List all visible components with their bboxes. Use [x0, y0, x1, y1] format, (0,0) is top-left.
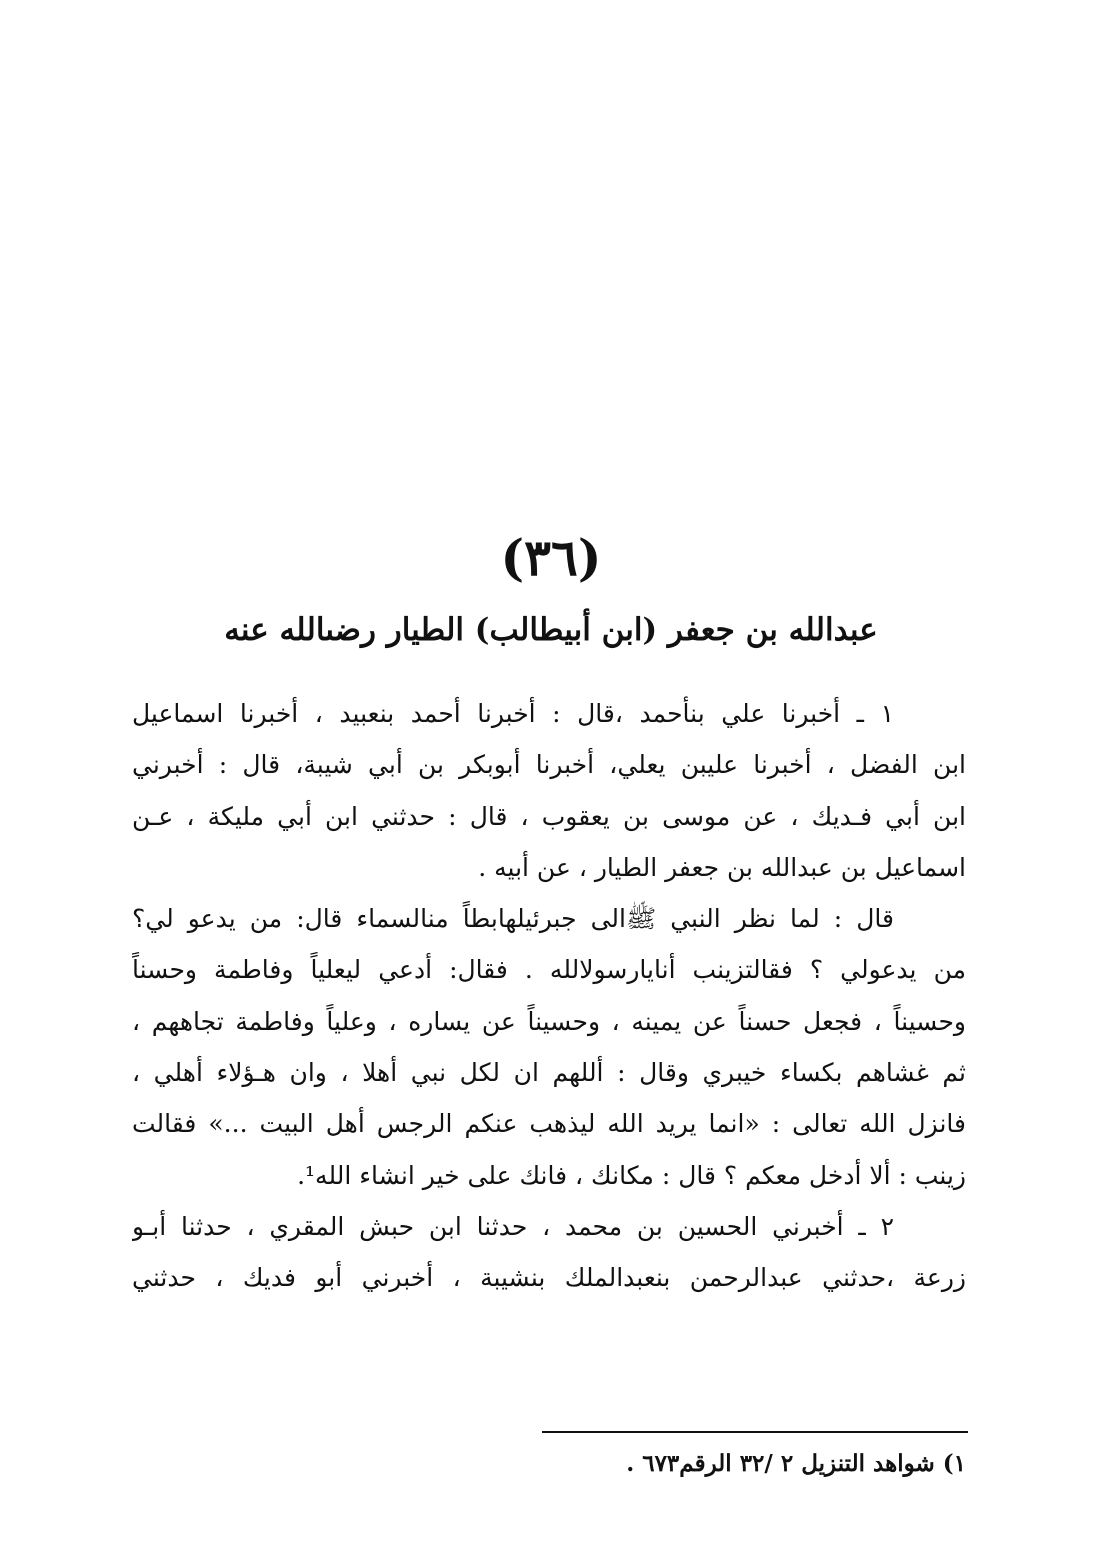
text-line: ٢ ـ أخبرني الحسين بن محمد ، حدثنا ابن حبش المقري ، حدثنا أبـو: [132, 1211, 894, 1241]
text-line: زرعة ،حدثني عبدالرحمن بنعبدالملك بنشيبة ، أخبرني أبو فديك ، حدثني: [132, 1263, 966, 1293]
text-line: وحسيناً ، فجعل حسناً عن يمينه ، وحسيناً عن يساره ، وعلياً وفاطمة تجاههم ،: [132, 1006, 966, 1036]
chapter-title: عبدالله بن جعفر (ابن أبيطالب) الطيار رضىالله عنه: [224, 612, 878, 648]
text-line: اسماعيل بن عبدالله بن جعفر الطيار ، عن أبيه .: [478, 852, 966, 882]
text-line: قال : لما نظر النبي ﷺالى جبرئيلهابطاً منالسماء قال: من يدعو لي؟: [132, 904, 894, 934]
text-line: ١ ـ أخبرنا علي بنأحمد ،قال : أخبرنا أحمد بنعبيد ، أخبرنا اسماعيل: [132, 699, 894, 728]
text-line: ثم غشاهم بكساء خيبري وقال : أللهم ان لكل نبي أهلا ، وان هـؤلاء أهلي ،: [132, 1058, 966, 1088]
chapter-number: (٣٦): [500, 528, 602, 587]
footnote-divider: [542, 1431, 968, 1433]
footnote: ١) شواهد التنزيل ٢ /٣٢ الرقم٦٧٣ .: [626, 1450, 966, 1477]
text-line: زينب : ألا أدخل معكم ؟ قال : مكانك ، فانك على خير انشاء الله¹.: [297, 1160, 966, 1190]
text-line: فانزل الله تعالى : «انما يريد الله ليذهب عنكم الرجس أهل البيت ...» فقالت: [132, 1109, 966, 1139]
text-line: ابن أبي فـديك ، عن موسى بن يعقوب ، قال : حدثني ابن أبي مليكة ، عـن: [132, 801, 966, 831]
body-text: [132, 688, 966, 1304]
text-line: من يدعولي ؟ فقالتزينب أنايارسولالله . فقال: أدعي ليعلياً وفاطمة وحسناً: [132, 955, 966, 985]
text-line: ابن الفضل ، أخبرنا عليبن يعلي، أخبرنا أبوبكر بن أبي شيبة، قال : أخبرني: [132, 750, 966, 780]
